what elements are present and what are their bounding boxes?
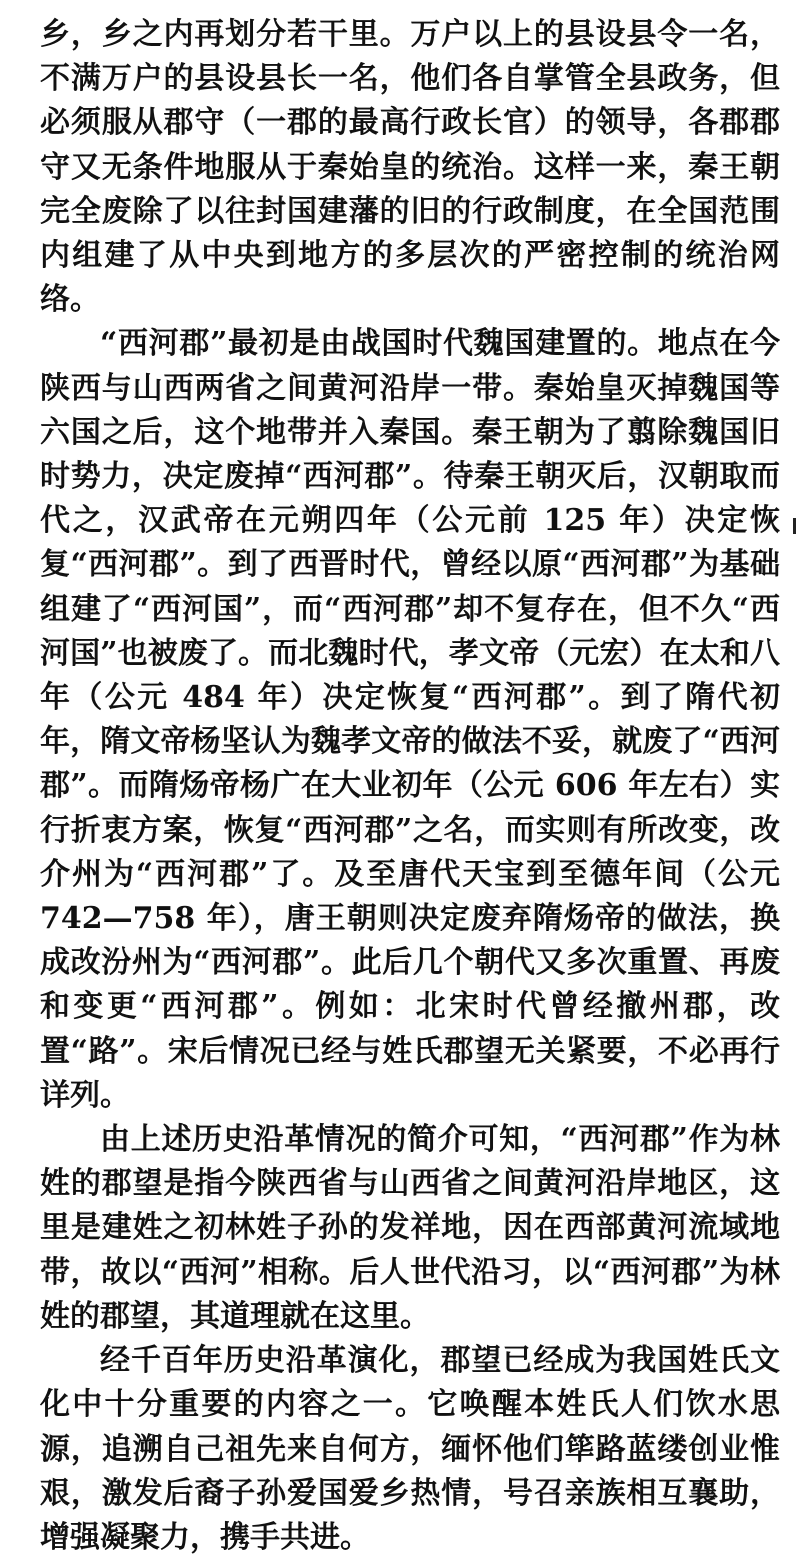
paragraph-3: 由上述历史沿革情况的简介可知，“西河郡”作为林姓的郡望是指今陕西省与山西省之间黄河沿岸地区，这里是建姓之初林姓子孙的发祥地，因在西部黄河流域地带，故以“西河”相称。后人世代沿习，以“西河郡”为林姓的郡望，其道理就在这里。 [40, 1122, 780, 1334]
scan-edge-mark [793, 518, 796, 534]
paragraph-1: 乡，乡之内再划分若干里。万户以上的县设县令一名，不满万户的县设县长一名，他们各自掌管全县政务，但必须服从郡守（一郡的最高行政长官）的领导，各郡郡守又无条件地服从于秦始皇的统治。这样一来，秦王朝完全废除了以往封国建藩的旧的行政制度，在全国范围内组建了从中央到地方的多层次的严密控制的统治网络。 [40, 17, 780, 318]
paragraph-4: 经千百年历史沿革演化，郡望已经成为我国姓氏文化中十分重要的内容之一。它唤醒本姓氏人们饮水思源，追溯自己祖先来自何方，缅怀他们筚路蓝缕创业惟艰，激发后裔子孙爱国爱乡热情，号召亲族相互襄助，增强凝聚力，携手共进。 [40, 1343, 780, 1555]
paragraph-2: “西河郡”最初是由战国时代魏国建置的。地点在今陕西与山西两省之间黄河沿岸一带。秦始皇灭掉魏国等六国之后，这个地带并入秦国。秦王朝为了翦除魏国旧时势力，决定废掉“西河郡”。待秦王朝灭后，汉朝取而代之，汉武帝在元朔四年（公元前 125 年）决定恢复“西河郡”。到了西晋时代，曾经以原“西河郡”为基础组建了“西河国”，而“西河郡”却不复存在，但不久“西河国”也被废了。而北魏时代，孝文帝（元宏）在太和八年（公元 484 年）决定恢复“西河郡”。到了隋代初年，隋文帝杨坚认为魏孝文帝的做法不妥，就废了“西河郡”。而隋炀帝杨广在大业初年（公元 606 年左右）实行折衷方案，恢复“西河郡”之名，而实则有所改变，改介州为“西河郡”了。及至唐代天宝到至德年间（公元 742—758 年），唐王朝则决定废弃隋炀帝的做法，换成改汾州为“西河郡”。此后几个朝代又多次重置、再废和变更“西河郡”。例如：北宋时代曾经撤州郡，改置“路”。宋后情况已经与姓氏郡望无关紧要，不必再行详列。 [40, 326, 780, 1113]
document-page [40, 13, 780, 1560]
